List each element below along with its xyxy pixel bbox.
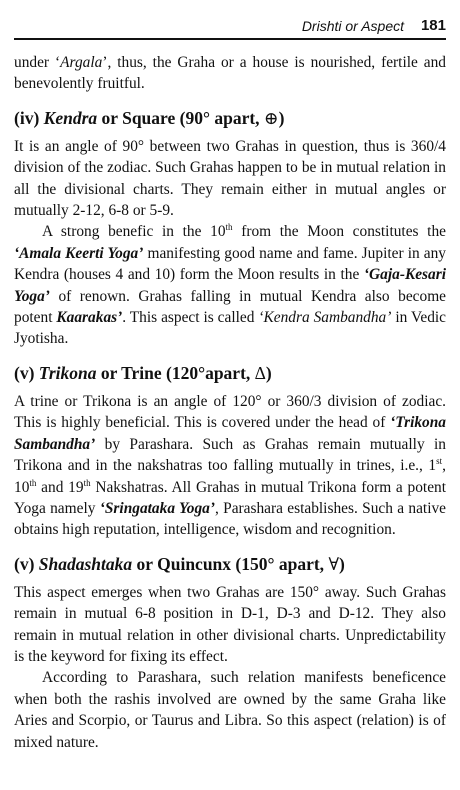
running-title: Drishti or Aspect — [301, 18, 404, 34]
term-argala: Argala — [60, 54, 103, 71]
heading-shadashtaka: (v) Shadashtaka or Quincunx (150° apart, ∀) — [14, 553, 345, 574]
term-trikona-sambandha: ‘Trikona Sambandha’ — [14, 414, 446, 453]
intro-paragraph: under ‘Argala’, thus, the Graha or a house is nourished, fertile and benevolently fruitful. — [14, 54, 447, 93]
for-all-symbol: ∀ — [328, 553, 339, 574]
term-amala-keerti-yoga: ‘Amala Keerti Yoga’ — [14, 244, 144, 262]
term-kendra-sambandha: ‘Kendra Sambandha’ — [258, 309, 392, 327]
heading-term-kendra: Kendra — [43, 107, 98, 128]
term-sringataka-yoga: ‘Sringataka Yoga’ — [99, 499, 215, 517]
header-rule — [14, 38, 446, 40]
page-header — [0, 10, 460, 38]
circle-cross-symbol: ⊕ — [263, 107, 279, 128]
triangle-symbol: Δ — [254, 362, 266, 383]
heading-kendra: (iv) Kendra or Square (90° apart, ⊕) — [14, 107, 285, 128]
kendra-paragraph-1: It is an angle of 90° between two Grahas in question, thus is 360/4 division of the zodiac. Such Grahas happen to be in mutual relation in all the divisional charts. They remain either in mutual angles or mutually 2-12, 6-8 or 5-9. — [14, 137, 446, 220]
heading-trikona: (v) Trikona or Trine (120°apart, Δ) — [14, 362, 272, 383]
term-kaarakas: Kaarakas’ — [56, 309, 123, 327]
kendra-paragraph-2: A strong benefic in the 10th from the Moon constitutes the ‘Amala Keerti Yoga’ manifesting good name and fame. Jupiter in any Kendra (houses 4 and 10) form the Moon results in the ‘Gaja-Kesari Yoga’ of renown. Grahas falling in mutual Kendra also become potent Kaarakas’. This aspect is called ‘Kendra Sambandha’ in Vedic Jyotisha. — [14, 222, 447, 348]
trikona-paragraph-1: A trine or Trikona is an angle of 120° or 360/3 division of zodiac. This is highly beneficial. This is covered under the head of ‘Trikona Sambandha’ by Parashara. Such as Grahas remain mutually in Trikona and in the nakshatras too falling mutually in trines, i.e., 1st, 10th and 19th Nakshatras. All Grahas in mutual Trikona form a potent Yoga namely ‘Sringataka Yoga’, Parashara establishes. Such a native obtains high reputation, intelligence, wisdom and recognition. — [14, 392, 447, 539]
heading-term-shadashtaka: Shadashtaka — [38, 553, 133, 574]
heading-term-trikona: Trikona — [38, 362, 97, 383]
page-content — [14, 52, 446, 753]
shadashtaka-paragraph-2: According to Parashara, such relation manifests beneficence when both the rashis involved are owned by the same Graha like Aries and Scorpio, or Taurus and Libra. So this aspect (relation) is of mixed nature. — [14, 669, 446, 751]
shadashtaka-paragraph-1: This aspect emerges when two Grahas are 150° away. Such Grahas remain in mutual 6-8 position in D-1, D-3 and D-12. They also remain in mutual relation in other divisional charts. Unpredictability is the keyword for fixing its effect. — [14, 583, 446, 665]
term-gaja-kesari-yoga: ‘Gaja-Kesari Yoga’ — [14, 266, 446, 305]
page-number: 181 — [420, 17, 446, 34]
